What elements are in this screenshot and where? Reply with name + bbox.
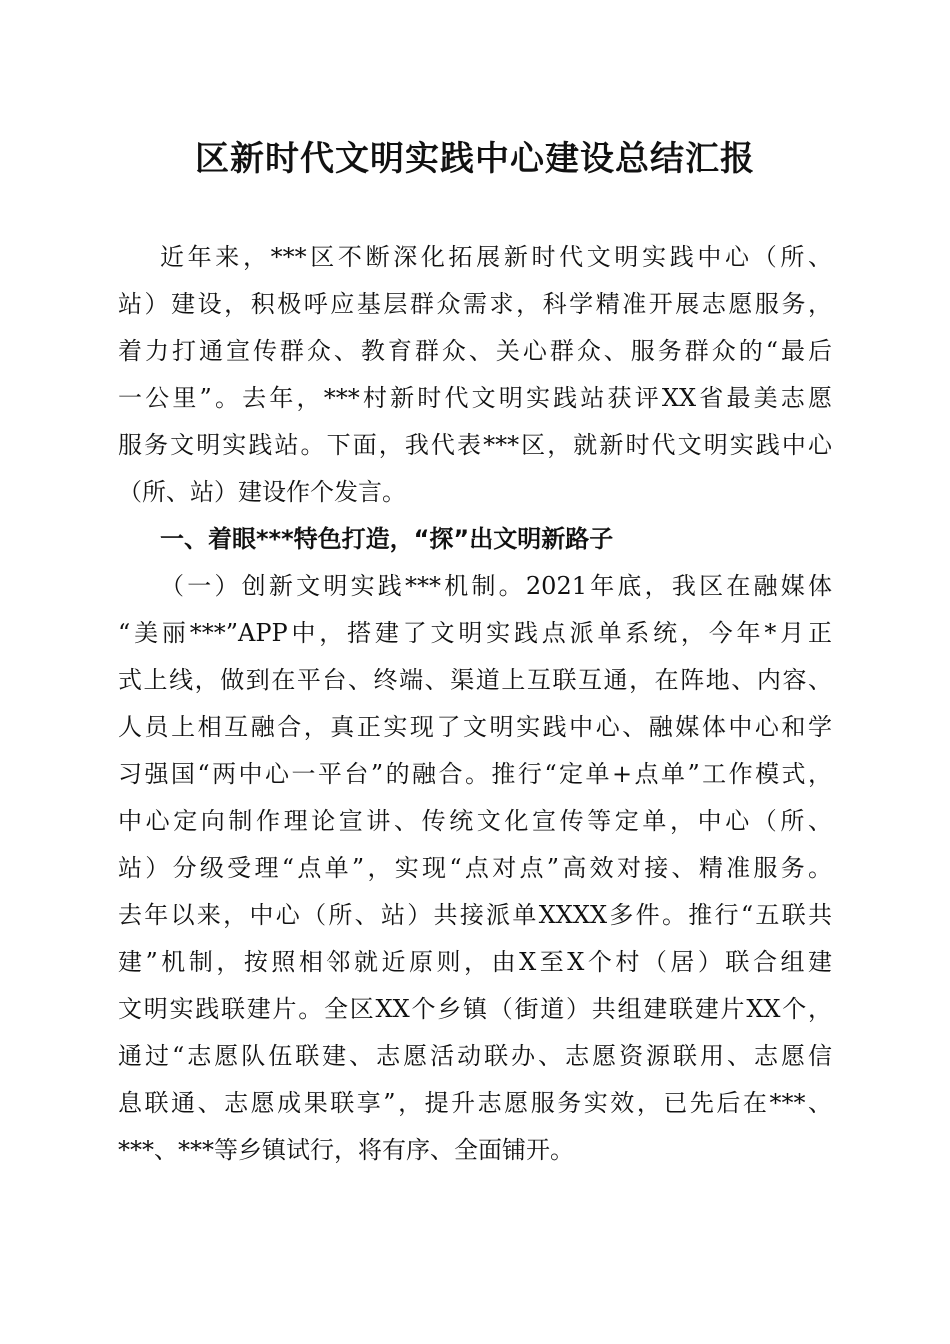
paragraph-2-line-6: 中心定向制作理论宣讲、传统文化宣传等定单，中心（所、: [118, 807, 832, 835]
paragraph-1-line-2: 站）建设，积极呼应基层群众需求，科学精准开展志愿服务，: [118, 290, 832, 318]
paragraph-2-line-11: 通过“志愿队伍联建、志愿活动联办、志愿资源联用、志愿信: [118, 1042, 832, 1070]
paragraph-1-line-3: 着力打通宣传群众、教育群众、关心群众、服务群众的“最后: [118, 337, 832, 365]
document-title: 区新时代文明实践中心建设总结汇报: [195, 139, 755, 179]
paragraph-1-line-4: 一公里”。去年，***村新时代文明实践站获评XX省最美志愿: [118, 384, 832, 412]
paragraph-2-line-1: （一）创新文明实践***机制。2021年底，我区在融媒体: [160, 572, 832, 600]
paragraph-2-line-7: 站）分级受理“点单”，实现“点对点”高效对接、精准服务。: [118, 854, 832, 882]
paragraph-2-line-10: 文明实践联建片。全区XX个乡镇（街道）共组建联建片XX个，: [118, 995, 832, 1023]
paragraph-2-line-9: 建”机制，按照相邻就近原则，由X至X个村（居）联合组建: [118, 948, 832, 976]
paragraph-1-line-6: （所、站）建设作个发言。: [118, 478, 406, 506]
section-heading-1: 一、着眼***特色打造，“探”出文明新路子: [160, 525, 614, 553]
paragraph-2-line-8: 去年以来，中心（所、站）共接派单XXXX多件。推行“五联共: [118, 901, 832, 929]
paragraph-2-line-3: 式上线，做到在平台、终端、渠道上互联互通，在阵地、内容、: [118, 666, 832, 694]
paragraph-2-line-5: 习强国“两中心一平台”的融合。推行“定单+点单”工作模式，: [118, 760, 832, 788]
paragraph-2-line-13: ***、***等乡镇试行，将有序、全面铺开。: [118, 1136, 574, 1164]
paragraph-2-line-2: “美丽***”APP中，搭建了文明实践点派单系统，今年*月正: [118, 619, 832, 647]
paragraph-1-line-5: 服务文明实践站。下面，我代表***区，就新时代文明实践中心: [118, 431, 832, 459]
paragraph-1-line-1: 近年来，***区不断深化拓展新时代文明实践中心（所、: [160, 243, 832, 271]
paragraph-2-line-4: 人员上相互融合，真正实现了文明实践中心、融媒体中心和学: [118, 713, 832, 741]
paragraph-2-line-12: 息联通、志愿成果联享”，提升志愿服务实效，已先后在***、: [118, 1089, 832, 1117]
